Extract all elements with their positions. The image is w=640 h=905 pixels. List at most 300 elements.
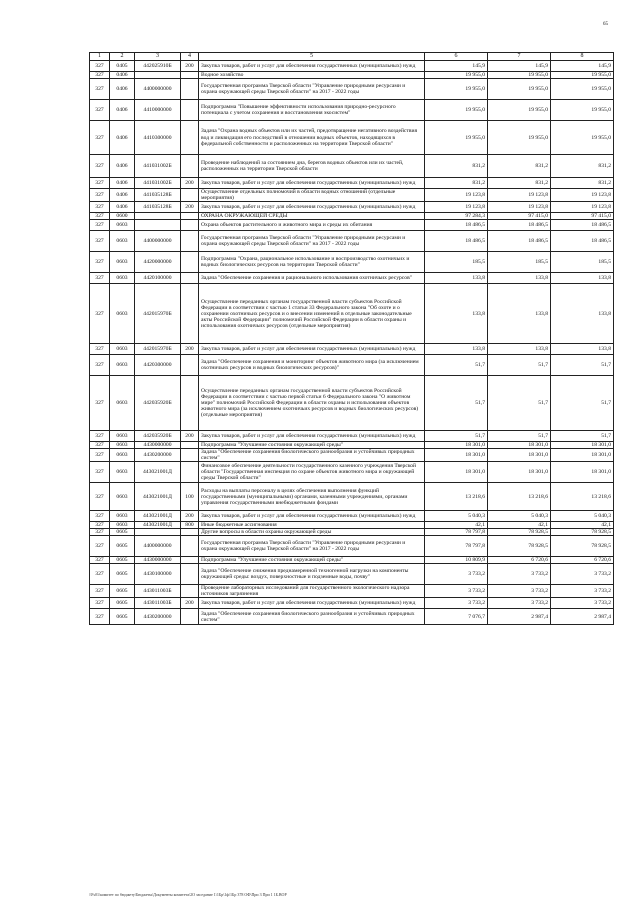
cell-target-code: 441031002Б	[135, 178, 181, 189]
table-row	[90, 273, 614, 284]
cell-item-name: Другие вопросы в области охраны окружающей среды	[199, 529, 425, 536]
cell-item-name: Расходы на выплаты персоналу в целях обеспечения выполнения функций государственными (муниципальными) органами, казенными учреждениями, органами управления государственными внебюджетными фондами	[199, 483, 425, 511]
cell-section-code: 0603	[110, 376, 135, 431]
table-row	[90, 178, 614, 189]
cell-expense-type	[181, 155, 199, 178]
cell-target-code	[135, 529, 181, 536]
cell-section-code: 0603	[110, 344, 135, 355]
cell-target-code: 4400000000	[135, 536, 181, 557]
table-row	[90, 100, 614, 121]
cell-section-code: 0605	[110, 598, 135, 609]
cell-amount-2: 133,8	[488, 273, 551, 284]
cell-amount-2: 19 123,8	[488, 202, 551, 213]
cell-target-code: 443021001Д	[135, 462, 181, 483]
cell-item-name: Закупка товаров, работ и услуг для обеспечения государственных (муниципальных) нужд	[199, 178, 425, 189]
cell-section-code: 0406	[110, 100, 135, 121]
cell-admin-code: 327	[90, 522, 110, 529]
table-row	[90, 231, 614, 252]
cell-target-code: 441035128Б	[135, 202, 181, 213]
cell-section-code: 0406	[110, 72, 135, 79]
cell-amount-3: 18 486,5	[551, 231, 614, 252]
table-row	[90, 376, 614, 431]
cell-amount-1: 3 733,2	[425, 598, 488, 609]
cell-admin-code: 327	[90, 585, 110, 598]
cell-admin-code: 327	[90, 564, 110, 585]
cell-amount-2: 18 301,0	[488, 462, 551, 483]
cell-amount-1: 7 076,7	[425, 609, 488, 625]
cell-amount-3: 18 486,5	[551, 220, 614, 231]
cell-amount-1: 18 301,0	[425, 442, 488, 449]
cell-amount-3: 831,2	[551, 178, 614, 189]
cell-target-code: 443021001Д	[135, 511, 181, 522]
cell-admin-code: 327	[90, 202, 110, 213]
cell-section-code: 0603	[110, 231, 135, 252]
cell-admin-code: 327	[90, 529, 110, 536]
cell-amount-3: 18 301,0	[551, 462, 614, 483]
cell-admin-code: 327	[90, 252, 110, 273]
cell-expense-type: 200	[181, 598, 199, 609]
cell-target-code: 442015970Б	[135, 284, 181, 344]
cell-item-name: Проведение наблюдений за состоянием дна, берегов водных объектов или их частей, расположенных на территории Тверской области	[199, 155, 425, 178]
cell-target-code: 4430000000	[135, 442, 181, 449]
cell-section-code: 0605	[110, 557, 135, 564]
cell-admin-code: 327	[90, 100, 110, 121]
cell-amount-3: 5 040,3	[551, 511, 614, 522]
cell-target-code	[135, 213, 181, 220]
cell-expense-type	[181, 376, 199, 431]
cell-amount-1: 145,9	[425, 61, 488, 72]
header-cell: 5	[199, 53, 425, 61]
cell-amount-2: 51,7	[488, 376, 551, 431]
cell-amount-1: 19 123,8	[425, 202, 488, 213]
cell-amount-2: 3 733,2	[488, 598, 551, 609]
cell-admin-code: 327	[90, 178, 110, 189]
cell-target-code: 4420000000	[135, 252, 181, 273]
cell-target-code: 443021001Д	[135, 522, 181, 529]
cell-amount-1: 831,2	[425, 178, 488, 189]
table-row	[90, 61, 614, 72]
table-body	[90, 53, 614, 625]
cell-amount-1: 831,2	[425, 155, 488, 178]
cell-item-name: Закупка товаров, работ и услуг для обеспечения государственных (муниципальных) нужд	[199, 431, 425, 442]
cell-amount-1: 133,8	[425, 344, 488, 355]
cell-target-code: 442035920Б	[135, 431, 181, 442]
header-cell: 1	[90, 53, 110, 61]
cell-amount-2: 5 040,3	[488, 511, 551, 522]
table-row	[90, 529, 614, 536]
cell-expense-type: 200	[181, 202, 199, 213]
table-row	[90, 442, 614, 449]
cell-amount-1: 78 797,8	[425, 536, 488, 557]
cell-item-name: Закупка товаров, работ и услуг для обеспечения государственных (муниципальных) нужд	[199, 202, 425, 213]
table-row	[90, 79, 614, 100]
file-path-footer: \\Fs01\комитет по бюджету\Бюджеты\Документы комитета\2О заседание 1\1Бр\1ф\1Бр 378 ОФ\При 3 При 1 1Б.ВОР	[89, 892, 287, 897]
cell-target-code: 4400000000	[135, 79, 181, 100]
cell-item-name: Закупка товаров, работ и услуг для обеспечения государственных (муниципальных) нужд	[199, 344, 425, 355]
cell-amount-3: 6 720,6	[551, 557, 614, 564]
cell-section-code: 0603	[110, 462, 135, 483]
cell-amount-3: 51,7	[551, 431, 614, 442]
cell-admin-code: 327	[90, 273, 110, 284]
cell-admin-code: 327	[90, 121, 110, 155]
cell-amount-1: 185,5	[425, 252, 488, 273]
cell-expense-type	[181, 79, 199, 100]
table-row	[90, 449, 614, 462]
header-cell: 8	[551, 53, 614, 61]
cell-amount-2: 18 301,0	[488, 442, 551, 449]
cell-target-code: 443021001Д	[135, 483, 181, 511]
cell-admin-code: 327	[90, 442, 110, 449]
cell-amount-1: 13 218,6	[425, 483, 488, 511]
table-row	[90, 121, 614, 155]
cell-section-code: 0605	[110, 564, 135, 585]
cell-amount-2: 78 928,5	[488, 529, 551, 536]
cell-expense-type	[181, 529, 199, 536]
cell-expense-type	[181, 72, 199, 79]
cell-section-code: 0603	[110, 449, 135, 462]
cell-amount-1: 19 955,0	[425, 121, 488, 155]
cell-amount-2: 97 415,0	[488, 213, 551, 220]
cell-item-name: Государственная программа Тверской области "Управление природными ресурсами и охрана окружающей среды Тверской области" на 2017 - 2022 годы	[199, 79, 425, 100]
cell-amount-3: 51,7	[551, 355, 614, 376]
cell-amount-2: 19 955,0	[488, 79, 551, 100]
table-row	[90, 155, 614, 178]
cell-amount-2: 145,9	[488, 61, 551, 72]
cell-expense-type: 200	[181, 431, 199, 442]
cell-expense-type	[181, 564, 199, 585]
cell-section-code: 0406	[110, 178, 135, 189]
cell-expense-type	[181, 557, 199, 564]
cell-item-name: Государственная программа Тверской области "Управление природными ресурсами и охрана окружающей среды Тверской области" на 2017 - 2022 годы	[199, 536, 425, 557]
cell-amount-1: 51,7	[425, 431, 488, 442]
cell-target-code: 4410000000	[135, 100, 181, 121]
cell-item-name: Закупка товаров, работ и услуг для обеспечения государственных (муниципальных) нужд	[199, 511, 425, 522]
table-row	[90, 344, 614, 355]
cell-amount-1: 18 486,5	[425, 220, 488, 231]
cell-target-code: 4430200000	[135, 609, 181, 625]
table-row	[90, 355, 614, 376]
cell-section-code: 0406	[110, 155, 135, 178]
cell-section-code: 0603	[110, 442, 135, 449]
cell-section-code: 0603	[110, 511, 135, 522]
cell-amount-3: 2 987,4	[551, 609, 614, 625]
table-row	[90, 511, 614, 522]
cell-amount-3: 831,2	[551, 155, 614, 178]
cell-amount-1: 19 955,0	[425, 100, 488, 121]
cell-amount-3: 133,8	[551, 344, 614, 355]
cell-amount-1: 19 955,0	[425, 79, 488, 100]
cell-amount-3: 18 301,0	[551, 449, 614, 462]
cell-item-name: Государственная программа Тверской области "Управление природными ресурсами и охрана окружающей среды Тверской области" на 2017 - 2022 годы	[199, 231, 425, 252]
header-cell: 3	[135, 53, 181, 61]
table-row	[90, 483, 614, 511]
cell-item-name: Подпрограмма "Охрана, рациональное использование и воспроизводство охотничьих и водных биологических ресурсов на территории Тверской области"	[199, 252, 425, 273]
cell-item-name: Осуществление переданных органам государственной власти субъектов Российской Федерации в соответствии с частью 1 статьи 33 Федерального закона "Об охоте и о сохранении охотничьих ресурсов и о внесении изменений в отдельные законодательные акты Российской Федерации" полномочий Российской Федерации в области охраны и использования охотничьих ресурсов (отдельные мероприятия)	[199, 284, 425, 344]
cell-expense-type	[181, 536, 199, 557]
cell-expense-type	[181, 449, 199, 462]
cell-item-name: Проведение лабораторных исследований для государственного экологического надзора источников загрязнения	[199, 585, 425, 598]
cell-item-name: Задача "Обеспечение снижения преднамеренной техногенной нагрузки на компоненты окружающей среды: воздух, поверхностные и подземные воды, почву"	[199, 564, 425, 585]
cell-target-code: 4400000000	[135, 231, 181, 252]
cell-amount-3: 42,1	[551, 522, 614, 529]
cell-admin-code: 327	[90, 344, 110, 355]
cell-amount-3: 97 415,0	[551, 213, 614, 220]
cell-amount-2: 19 955,0	[488, 72, 551, 79]
cell-amount-3: 3 733,2	[551, 564, 614, 585]
cell-amount-2: 78 928,5	[488, 536, 551, 557]
table-row	[90, 220, 614, 231]
cell-target-code: 442015970Б	[135, 344, 181, 355]
cell-admin-code: 327	[90, 155, 110, 178]
table-row	[90, 72, 614, 79]
cell-section-code: 0600	[110, 213, 135, 220]
cell-item-name: Водное хозяйство	[199, 72, 425, 79]
cell-section-code: 0603	[110, 522, 135, 529]
cell-expense-type	[181, 189, 199, 202]
cell-item-name: Иные бюджетные ассигнования	[199, 522, 425, 529]
cell-amount-3: 133,8	[551, 284, 614, 344]
table-row	[90, 609, 614, 625]
cell-amount-2: 51,7	[488, 355, 551, 376]
cell-amount-2: 42,1	[488, 522, 551, 529]
cell-item-name: Осуществление отдельных полномочий в области водных отношений (отдельные мероприятия)	[199, 189, 425, 202]
table-row	[90, 462, 614, 483]
table-row	[90, 189, 614, 202]
cell-expense-type	[181, 273, 199, 284]
cell-admin-code: 327	[90, 462, 110, 483]
table-row	[90, 522, 614, 529]
header-cell: 4	[181, 53, 199, 61]
cell-item-name: Финансовое обеспечение деятельности государственного казенного учреждения Тверской области "Государственная инспекция по охране объектов животного мира и окружающей среды Тверской области"	[199, 462, 425, 483]
table-row	[90, 536, 614, 557]
cell-section-code: 0603	[110, 284, 135, 344]
cell-admin-code: 327	[90, 189, 110, 202]
cell-admin-code: 327	[90, 609, 110, 625]
cell-target-code: 443011003Б	[135, 598, 181, 609]
cell-admin-code: 327	[90, 284, 110, 344]
cell-item-name: Задача "Обеспечение сохранения и рационального использования охотничьих ресурсов"	[199, 273, 425, 284]
cell-amount-2: 18 486,5	[488, 231, 551, 252]
cell-section-code: 0603	[110, 220, 135, 231]
cell-section-code: 0603	[110, 273, 135, 284]
cell-amount-2: 18 486,5	[488, 220, 551, 231]
cell-item-name: Осуществление переданных органам государственной власти субъектов Российской Федерации в соответствии с частью первой статьи 6 Федерального закона "О животном мире" полномочий Российской Федерации в области охраны и использования объектов животного мира (за исключением охотничьих ресурсов и водных биологических ресурсов) (отдельные мероприятия)	[199, 376, 425, 431]
cell-target-code: 4430000000	[135, 557, 181, 564]
cell-amount-2: 2 987,4	[488, 609, 551, 625]
cell-amount-1: 3 733,2	[425, 564, 488, 585]
header-cell: 7	[488, 53, 551, 61]
table-row	[90, 202, 614, 213]
cell-item-name: Закупка товаров, работ и услуг для обеспечения государственных (муниципальных) нужд	[199, 61, 425, 72]
cell-admin-code: 327	[90, 355, 110, 376]
cell-amount-2: 133,8	[488, 284, 551, 344]
cell-admin-code: 327	[90, 483, 110, 511]
cell-amount-3: 185,5	[551, 252, 614, 273]
cell-admin-code: 327	[90, 220, 110, 231]
cell-admin-code: 327	[90, 598, 110, 609]
cell-amount-3: 19 123,8	[551, 202, 614, 213]
cell-expense-type: 200	[181, 178, 199, 189]
cell-target-code: 442035920Б	[135, 376, 181, 431]
cell-section-code: 0406	[110, 202, 135, 213]
cell-target-code: 4410300000	[135, 121, 181, 155]
page-number: 65	[603, 22, 608, 27]
cell-amount-3: 19 955,0	[551, 79, 614, 100]
cell-item-name: Подпрограмма "Улучшение состояния окружающей среды"	[199, 557, 425, 564]
cell-amount-1: 133,8	[425, 284, 488, 344]
cell-target-code: 442025910Б	[135, 61, 181, 72]
cell-amount-3: 78 928,5	[551, 536, 614, 557]
cell-target-code	[135, 72, 181, 79]
cell-item-name: ОХРАНА ОКРУЖАЮЩЕЙ СРЕДЫ	[199, 213, 425, 220]
cell-expense-type	[181, 100, 199, 121]
cell-admin-code: 327	[90, 213, 110, 220]
cell-amount-1: 18 486,5	[425, 231, 488, 252]
cell-amount-1: 19 955,0	[425, 72, 488, 79]
cell-amount-1: 18 301,0	[425, 449, 488, 462]
cell-section-code: 0405	[110, 61, 135, 72]
cell-amount-3: 133,8	[551, 273, 614, 284]
cell-expense-type	[181, 355, 199, 376]
cell-target-code: 441031002Б	[135, 155, 181, 178]
cell-expense-type: 800	[181, 522, 199, 529]
cell-amount-3: 145,9	[551, 61, 614, 72]
cell-amount-3: 19 123,8	[551, 189, 614, 202]
cell-amount-2: 3 733,2	[488, 564, 551, 585]
cell-target-code: 441035128Б	[135, 189, 181, 202]
cell-target-code: 4430200000	[135, 449, 181, 462]
cell-amount-3: 18 301,0	[551, 442, 614, 449]
cell-expense-type	[181, 284, 199, 344]
cell-section-code: 0603	[110, 431, 135, 442]
cell-amount-1: 78 797,8	[425, 529, 488, 536]
cell-target-code	[135, 220, 181, 231]
table-row	[90, 252, 614, 273]
cell-admin-code: 327	[90, 61, 110, 72]
cell-amount-3: 13 218,6	[551, 483, 614, 511]
cell-expense-type	[181, 585, 199, 598]
cell-section-code: 0605	[110, 609, 135, 625]
cell-amount-2: 831,2	[488, 155, 551, 178]
table-row	[90, 213, 614, 220]
cell-amount-2: 19 955,0	[488, 121, 551, 155]
cell-admin-code: 327	[90, 72, 110, 79]
table-row	[90, 585, 614, 598]
cell-amount-2: 133,8	[488, 344, 551, 355]
cell-amount-2: 185,5	[488, 252, 551, 273]
cell-item-name: Охрана объектов растительного и животного мира и среды их обитания	[199, 220, 425, 231]
cell-item-name: Задача "Обеспечение сохранения и мониторинг объектов животного мира (за исключением охотничьих ресурсов и водных биологических ресурсов)"	[199, 355, 425, 376]
cell-expense-type	[181, 609, 199, 625]
cell-amount-2: 51,7	[488, 431, 551, 442]
cell-section-code: 0406	[110, 189, 135, 202]
cell-admin-code: 327	[90, 79, 110, 100]
cell-expense-type	[181, 252, 199, 273]
cell-amount-1: 42,1	[425, 522, 488, 529]
cell-expense-type: 200	[181, 511, 199, 522]
cell-amount-1: 18 301,0	[425, 462, 488, 483]
cell-amount-2: 19 955,0	[488, 100, 551, 121]
cell-expense-type: 100	[181, 483, 199, 511]
header-cell: 2	[110, 53, 135, 61]
cell-target-code: 443011003Б	[135, 585, 181, 598]
cell-section-code: 0603	[110, 355, 135, 376]
cell-expense-type	[181, 231, 199, 252]
cell-amount-1: 3 733,2	[425, 585, 488, 598]
cell-amount-2: 831,2	[488, 178, 551, 189]
cell-admin-code: 327	[90, 231, 110, 252]
cell-item-name: Задача "Охрана водных объектов или их частей, предотвращение негативного воздействия вод и ликвидация его последствий в отношении водных объектов, находящихся в федеральной собственности и расположенных на территории Тверской области"	[199, 121, 425, 155]
cell-amount-1: 5 040,3	[425, 511, 488, 522]
cell-amount-1: 51,7	[425, 376, 488, 431]
header-cell: 6	[425, 53, 488, 61]
cell-amount-1: 97 284,3	[425, 213, 488, 220]
table-row	[90, 284, 614, 344]
cell-amount-3: 51,7	[551, 376, 614, 431]
cell-amount-2: 18 301,0	[488, 449, 551, 462]
cell-expense-type	[181, 462, 199, 483]
cell-item-name: Закупка товаров, работ и услуг для обеспечения государственных (муниципальных) нужд	[199, 598, 425, 609]
cell-amount-3: 78 928,5	[551, 529, 614, 536]
cell-section-code: 0603	[110, 252, 135, 273]
table-row	[90, 564, 614, 585]
cell-item-name: Подпрограмма "Повышение эффективности использования природно-ресурсного потенциала с учетом сохранения и восстановления экосистем"	[199, 100, 425, 121]
header-row	[90, 53, 614, 61]
cell-expense-type	[181, 442, 199, 449]
cell-amount-1: 19 123,8	[425, 189, 488, 202]
cell-admin-code: 327	[90, 511, 110, 522]
cell-section-code: 0603	[110, 483, 135, 511]
cell-expense-type	[181, 121, 199, 155]
cell-expense-type: 200	[181, 344, 199, 355]
cell-section-code: 0605	[110, 529, 135, 536]
cell-admin-code: 327	[90, 431, 110, 442]
cell-amount-1: 51,7	[425, 355, 488, 376]
cell-amount-2: 3 733,2	[488, 585, 551, 598]
cell-section-code: 0406	[110, 121, 135, 155]
cell-admin-code: 327	[90, 557, 110, 564]
cell-item-name: Подпрограмма "Улучшение состояния окружающей среды"	[199, 442, 425, 449]
cell-amount-1: 133,8	[425, 273, 488, 284]
table-row	[90, 598, 614, 609]
cell-admin-code: 327	[90, 536, 110, 557]
cell-item-name: Задача "Обеспечение сохранения биологического разнообразия и устойчивых природных систем"	[199, 449, 425, 462]
cell-item-name: Задача "Обеспечение сохранения биологического разнообразия и устойчивых природных систем"	[199, 609, 425, 625]
cell-amount-3: 19 955,0	[551, 121, 614, 155]
cell-amount-3: 3 733,2	[551, 598, 614, 609]
cell-expense-type	[181, 220, 199, 231]
table-row	[90, 557, 614, 564]
cell-amount-3: 19 955,0	[551, 72, 614, 79]
cell-expense-type	[181, 213, 199, 220]
cell-amount-3: 3 733,2	[551, 585, 614, 598]
cell-amount-2: 13 218,6	[488, 483, 551, 511]
cell-admin-code: 327	[90, 376, 110, 431]
cell-target-code: 4420300000	[135, 355, 181, 376]
cell-amount-3: 19 955,0	[551, 100, 614, 121]
cell-section-code: 0605	[110, 536, 135, 557]
cell-expense-type: 200	[181, 61, 199, 72]
cell-amount-2: 19 123,8	[488, 189, 551, 202]
cell-admin-code: 327	[90, 449, 110, 462]
cell-section-code: 0406	[110, 79, 135, 100]
cell-target-code: 4430100000	[135, 564, 181, 585]
cell-amount-2: 6 720,6	[488, 557, 551, 564]
cell-amount-1: 10 809,9	[425, 557, 488, 564]
budget-table	[89, 52, 614, 625]
cell-section-code: 0605	[110, 585, 135, 598]
cell-target-code: 4420100000	[135, 273, 181, 284]
